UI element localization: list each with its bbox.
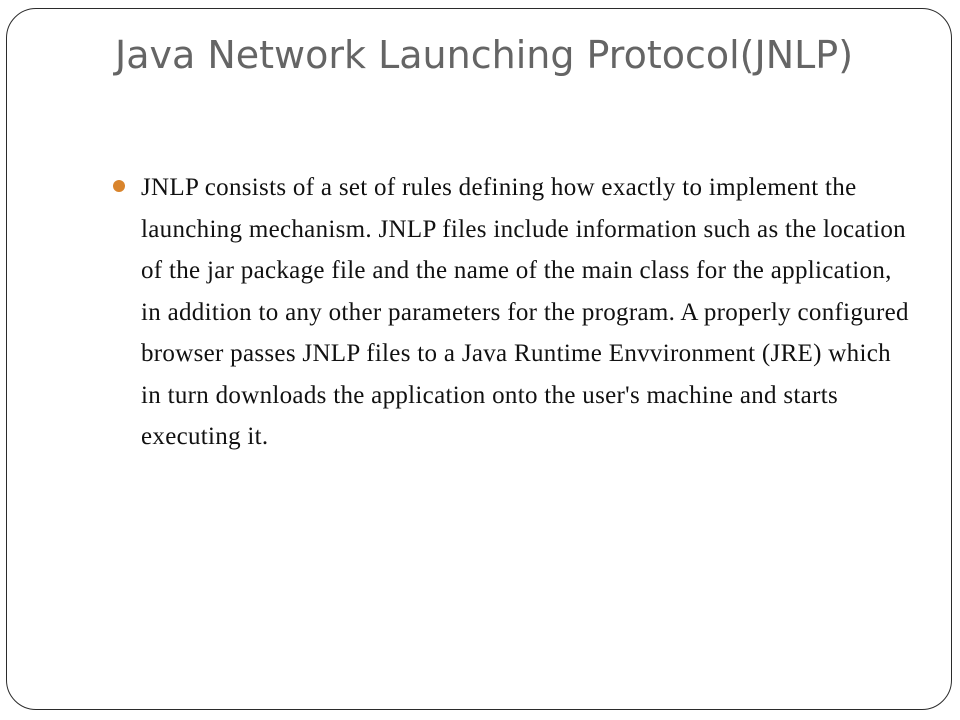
slide-title: Java Network Launching Protocol(JNLP): [115, 33, 854, 77]
bullet-dot-icon: [113, 180, 125, 192]
bullet-list: [113, 167, 913, 458]
bullet-text: JNLP consists of a set of rules defining how exactly to implement the launching mechanism. JNLP files include information such as the location of the jar package file and the name of the main class for the application, in addition to any other parameters for the program. A properly configured browser passes JNLP files to a Java Runtime Envvironment (JRE) which in turn downloads the application onto the user's machine and starts executing it.: [141, 174, 909, 450]
slide-frame: [6, 8, 952, 710]
bullet-item: [113, 167, 913, 458]
